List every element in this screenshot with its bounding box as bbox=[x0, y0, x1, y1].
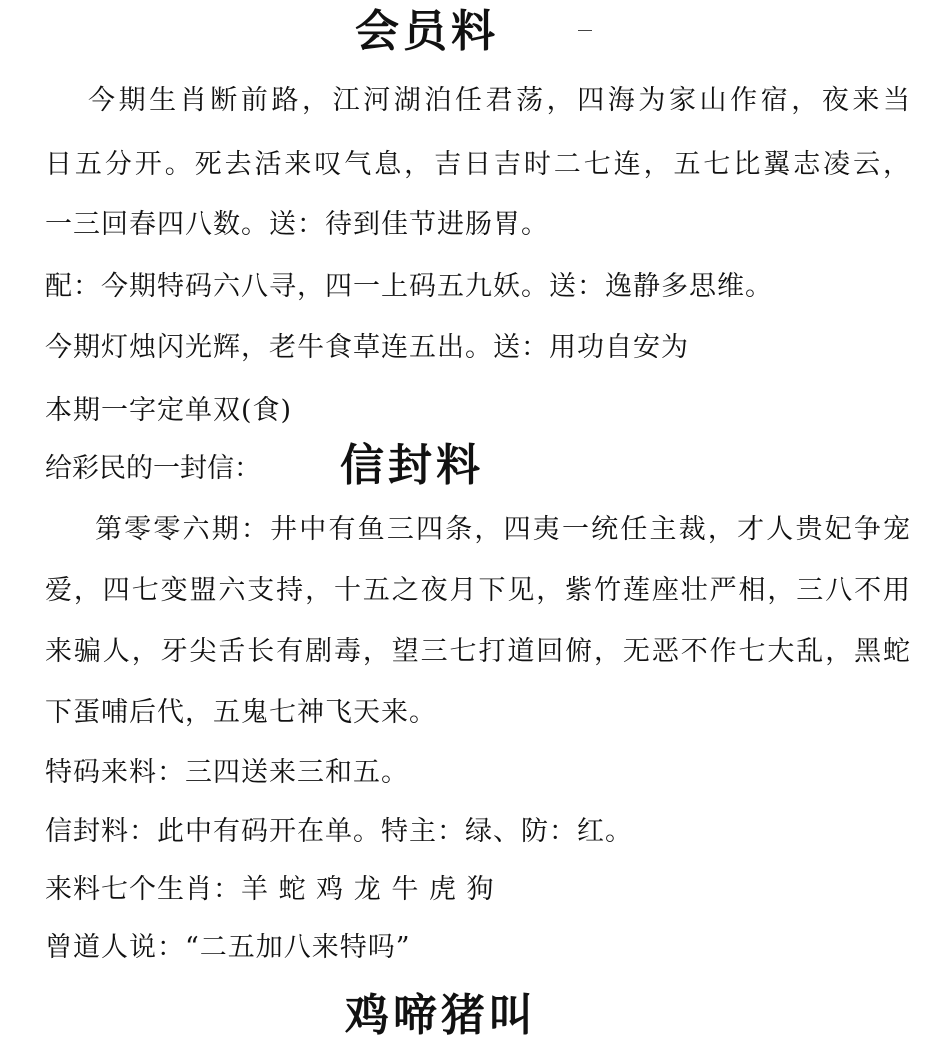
period-poem-line-4: 下蛋哺后代，五鬼七神飞天来。 bbox=[45, 697, 437, 728]
period-poem-line-3: 来骗人，牙尖舌长有剧毒，望三七打道回俯，无恶不作七大乱，黑蛇 bbox=[45, 636, 911, 667]
poem-line-1: 今期生肖断前路，江河湖泊任君荡，四海为家山作宿，夜来当 bbox=[88, 85, 911, 116]
stray-mark bbox=[578, 30, 592, 31]
pei-line: 配：今期特码六八寻，四一上码五九妖。送：逸静多思维。 bbox=[45, 271, 773, 302]
zodiac-line: 来料七个生肖：羊 蛇 鸡 龙 牛 虎 狗 bbox=[45, 874, 495, 905]
period-poem-line-1: 第零零六期：井中有鱼三四条，四夷一统任主裁，才人贵妃争宠 bbox=[95, 514, 911, 545]
footer-title: 鸡啼猪叫 bbox=[345, 990, 537, 1041]
special-code-line: 特码来料：三四送来三和五。 bbox=[45, 757, 409, 788]
letter-label: 给彩民的一封信： bbox=[45, 453, 261, 484]
page-title: 会员料 bbox=[355, 6, 499, 57]
envelope-title: 信封料 bbox=[340, 440, 484, 491]
lamp-line: 今期灯烛闪光辉，老牛食草连五出。送：用功自安为 bbox=[45, 332, 689, 363]
single-double-line: 本期一字定单双(食) bbox=[45, 395, 293, 426]
poem-line-2: 日五分开。死去活来叹气息，吉日吉时二七连，五七比翼志凌云， bbox=[45, 149, 911, 180]
period-poem-line-2: 爱，四七变盟六支持，十五之夜月下见，紫竹莲座壮严相，三八不用 bbox=[45, 575, 911, 606]
poem-line-3: 一三回春四八数。送：待到佳节进肠胃。 bbox=[45, 209, 549, 240]
envelope-info-line: 信封料：此中有码开在单。特主：绿、防：红。 bbox=[45, 816, 633, 847]
taoist-quote-line: 曾道人说：“二五加八来特吗” bbox=[45, 932, 411, 963]
